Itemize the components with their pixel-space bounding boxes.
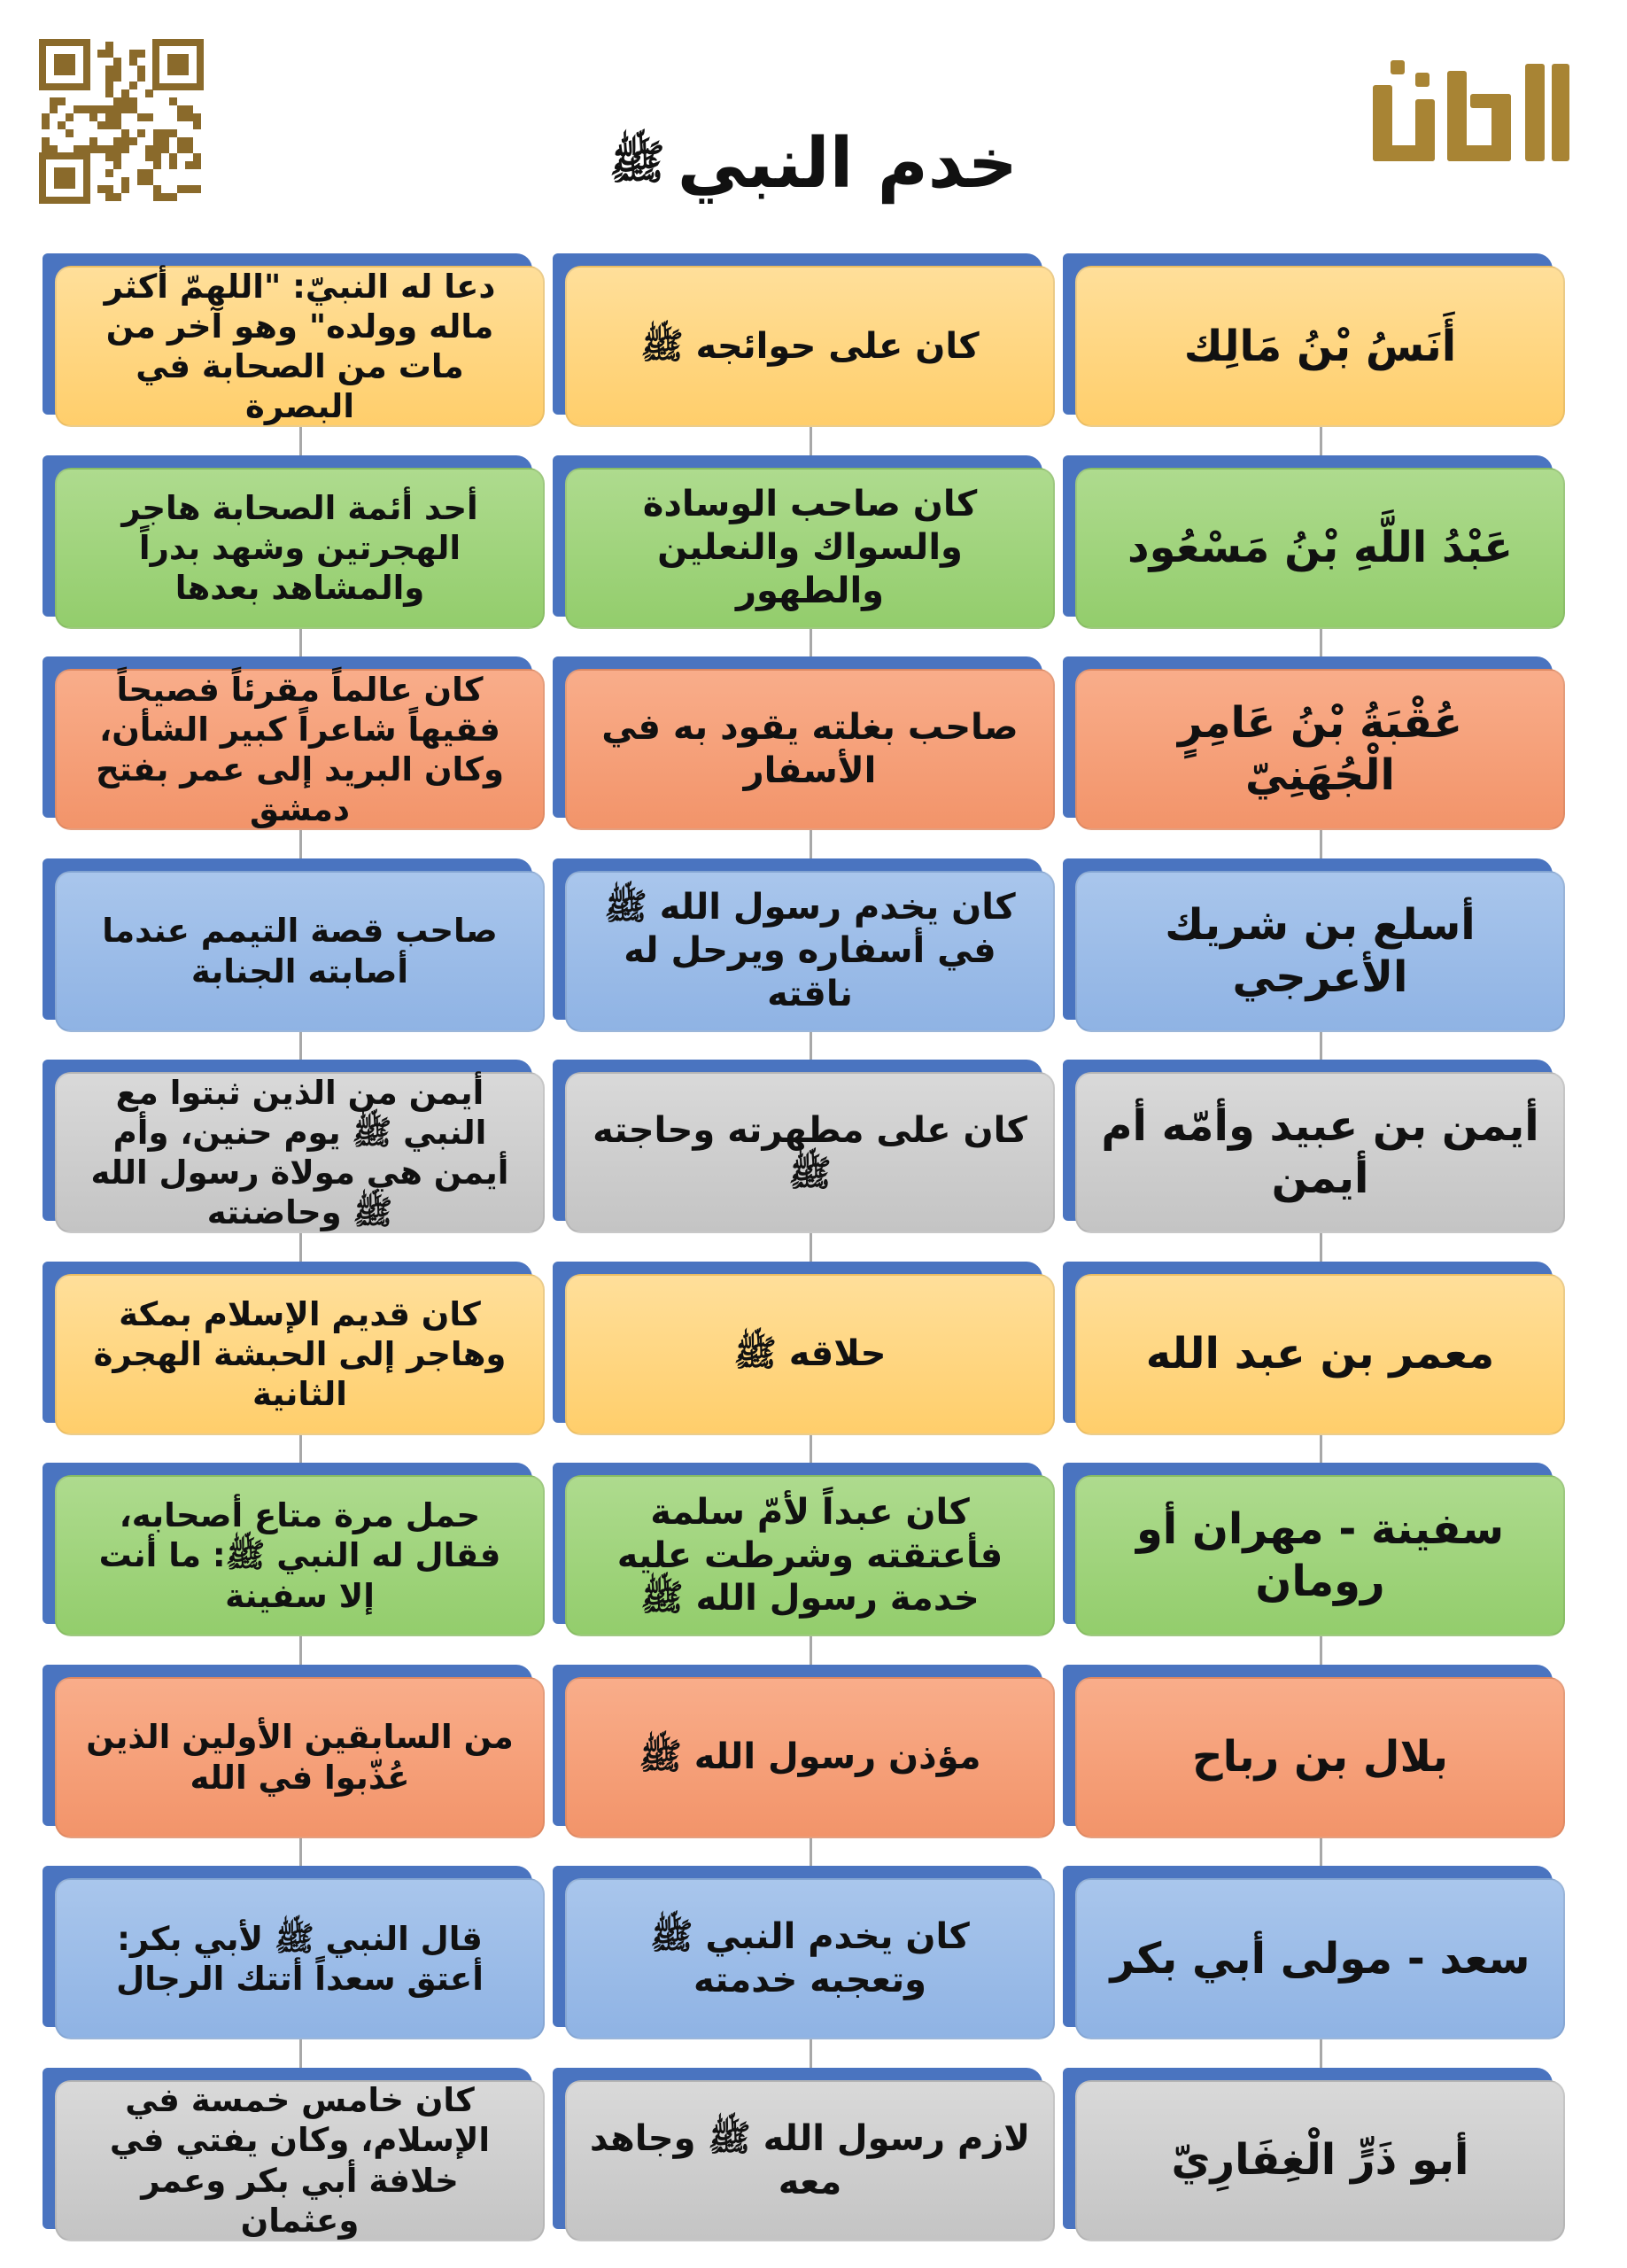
name-text: بلال بن رباح: [1075, 1677, 1565, 1838]
job-text: كان على مطهرته وحاجته ﷺ: [565, 1072, 1055, 1233]
desc-card: [55, 2080, 545, 2241]
qr-module: [121, 89, 129, 97]
job-card: [565, 266, 1055, 427]
job-card: [565, 1475, 1055, 1636]
qr-module: [137, 74, 145, 82]
job-text: صاحب بغلته يقود به في الأسفار: [565, 669, 1055, 830]
qr-module: [169, 97, 177, 105]
job-text: كان على حوائجه ﷺ: [565, 266, 1055, 427]
qr-module: [50, 97, 58, 105]
qr-module: [81, 105, 89, 113]
name-card: [1075, 669, 1565, 830]
desc-card: [55, 1677, 545, 1838]
qr-module: [129, 105, 137, 113]
job-card: [565, 2080, 1055, 2241]
name-text: سعد - مولى أبي بكر: [1075, 1878, 1565, 2039]
name-text: عُقْبَةُ بْنُ عَامِرٍ الْجُهَنِيّ: [1075, 669, 1565, 830]
qr-module: [193, 113, 201, 121]
name-card: [1075, 1072, 1565, 1233]
name-card: [1075, 1677, 1565, 1838]
name-text: سفينة - مهران أو رومان: [1075, 1475, 1565, 1636]
qr-module: [113, 58, 121, 66]
qr-module: [113, 113, 121, 121]
desc-text: صاحب قصة التيمم عندما أصابته الجنابة: [55, 871, 545, 1032]
desc-card: [55, 468, 545, 629]
job-card: [565, 871, 1055, 1032]
page-title: [0, 124, 1627, 204]
desc-text: حمل مرة متاع أصحابه، فقال له النبي ﷺ: ما أنت إلا سفينة: [55, 1475, 545, 1636]
desc-card: [55, 1878, 545, 2039]
qr-module: [137, 113, 145, 121]
qr-module: [177, 105, 185, 113]
qr-module: [129, 97, 137, 105]
qr-module: [145, 89, 153, 97]
desc-card: [55, 266, 545, 427]
qr-module: [105, 105, 113, 113]
qr-module: [137, 50, 145, 58]
qr-module: [58, 97, 66, 105]
qr-module: [145, 113, 153, 121]
job-card: [565, 1072, 1055, 1233]
title-text: خدم النبي: [677, 124, 1019, 204]
name-text: معمر بن عبد الله: [1075, 1274, 1565, 1435]
qr-module: [129, 82, 137, 89]
qr-module: [177, 113, 185, 121]
qr-module: [105, 66, 113, 74]
desc-text: دعا له النبيّ: "اللهمّ أكثر ماله وولده" وهو آخر من مات من الصحابة في البصرة: [55, 266, 545, 427]
qr-module: [50, 105, 58, 113]
job-card: [565, 468, 1055, 629]
job-text: كان يخدم النبي ﷺ وتعجبه خدمته: [565, 1878, 1055, 2039]
name-card: [1075, 1878, 1565, 2039]
name-card: [1075, 468, 1565, 629]
job-text: كان يخدم رسول الله ﷺ في أسفاره ويرحل له ناقته: [565, 871, 1055, 1032]
qr-module: [113, 97, 121, 105]
name-text: أسلع بن شريك الأعرجي: [1075, 871, 1565, 1032]
qr-finder-icon: [39, 39, 90, 90]
qr-module: [105, 42, 113, 50]
qr-module: [129, 58, 137, 66]
qr-module: [113, 74, 121, 82]
job-card: [565, 1878, 1055, 2039]
qr-module: [121, 97, 129, 105]
desc-text: قال النبي ﷺ لأبي بكر: أعتق سعداً أتتك الرجال: [55, 1878, 545, 2039]
name-card: [1075, 1475, 1565, 1636]
qr-module: [129, 50, 137, 58]
qr-module: [105, 113, 113, 121]
qr-module: [113, 105, 121, 113]
desc-text: كان عالماً مقرئاً فصيحاً فقيهاً شاعراً كبير الشأن، وكان البريد إلى عمر بفتح دمشق: [55, 669, 545, 830]
qr-module: [97, 105, 105, 113]
job-text: كان صاحب الوسادة والسواك والنعلين والطهور: [565, 468, 1055, 629]
desc-card: [55, 1072, 545, 1233]
name-text: أيمن بن عبيد وأمّه أم أيمن: [1075, 1072, 1565, 1233]
qr-module: [185, 113, 193, 121]
qr-module: [105, 50, 113, 58]
qr-finder-icon: [152, 39, 204, 90]
qr-module: [74, 105, 81, 113]
name-card: [1075, 2080, 1565, 2241]
name-card: [1075, 1274, 1565, 1435]
job-card: [565, 669, 1055, 830]
desc-text: من السابقين الأولين الذين عُذّبوا في الله: [55, 1677, 545, 1838]
job-text: مؤذن رسول الله ﷺ: [565, 1677, 1055, 1838]
job-card: [565, 1274, 1055, 1435]
qr-module: [66, 113, 74, 121]
desc-text: أحد أئمة الصحابة هاجر الهجرتين وشهد بدراً والمشاهد بعدها: [55, 468, 545, 629]
name-card: [1075, 266, 1565, 427]
name-text: أبو ذَرٍّ الْغِفَارِيّ: [1075, 2080, 1565, 2241]
job-text: حلاقه ﷺ: [565, 1274, 1055, 1435]
job-text: لازم رسول الله ﷺ وجاهد معه: [565, 2080, 1055, 2241]
desc-card: [55, 1274, 545, 1435]
job-text: كان عبداً لأمّ سلمة فأعتقته وشرطت عليه خدمة رسول الله ﷺ: [565, 1475, 1055, 1636]
qr-module: [105, 89, 113, 97]
qr-module: [137, 66, 145, 74]
name-text: عَبْدُ اللَّهِ بْنُ مَسْعُود: [1075, 468, 1565, 629]
qr-module: [105, 74, 113, 82]
qr-module: [89, 105, 97, 113]
qr-module: [89, 113, 97, 121]
desc-text: كان قديم الإسلام بمكة وهاجر إلى الحبشة الهجرة الثانية: [55, 1274, 545, 1435]
qr-module: [121, 105, 129, 113]
desc-card: [55, 871, 545, 1032]
honorific-icon: ﷺ: [608, 136, 665, 190]
qr-module: [185, 105, 193, 113]
job-card: [565, 1677, 1055, 1838]
desc-text: كان خامس خمسة في الإسلام، وكان يفتي في خلافة أبي بكر وعمر وعثمان: [55, 2080, 545, 2241]
desc-card: [55, 669, 545, 830]
qr-module: [97, 50, 105, 58]
desc-text: أيمن من الذين ثبتوا مع النبي ﷺ يوم حنين، وأم أيمن هي مولاة رسول الله ﷺ وحاضنته: [55, 1072, 545, 1233]
desc-card: [55, 1475, 545, 1636]
qr-module: [105, 82, 113, 89]
qr-module: [42, 113, 50, 121]
name-text: أَنَسُ بْنُ مَالِك: [1075, 266, 1565, 427]
name-card: [1075, 871, 1565, 1032]
qr-module: [113, 66, 121, 74]
